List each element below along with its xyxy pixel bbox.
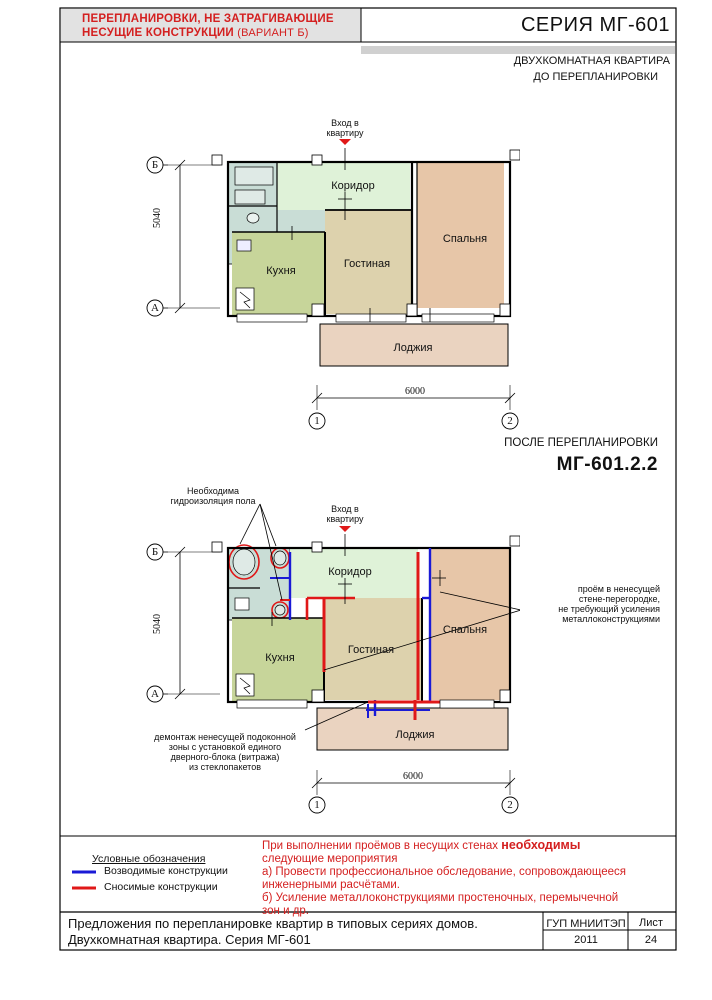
before-label: ДО ПЕРЕПЛАНИРОВКИ bbox=[533, 71, 658, 83]
dismantle-line-4: из стеклопакетов bbox=[188, 762, 261, 772]
entrance-text-1: Вход в bbox=[331, 118, 359, 128]
notice-line-1-bold: необходимы bbox=[501, 838, 581, 852]
room-loggia-before: Лоджия bbox=[393, 342, 433, 354]
legend-built-label: Возводимые конструкции bbox=[104, 865, 228, 877]
room-living-after: Гостиная bbox=[347, 644, 395, 656]
notice-line-5: б) Усиление металлоконструкциями простеночных, перемычечной bbox=[262, 892, 619, 904]
entrance-label-after bbox=[310, 504, 380, 524]
dismantle-line-1: демонтаж ненесущей подоконной bbox=[154, 732, 296, 742]
entrance-text-1: Вход в bbox=[331, 504, 359, 514]
legend-removed-label: Сносимые конструкции bbox=[104, 881, 218, 893]
entrance-label-before bbox=[310, 118, 380, 138]
notice-line-2: следующие мероприятия bbox=[262, 853, 398, 865]
room-kitchen-before: Кухня bbox=[266, 265, 296, 277]
footer-sheet-number: 24 bbox=[644, 934, 658, 946]
dim-horizontal-after: 6000 bbox=[403, 771, 423, 782]
dim-vertical-before: 5040 bbox=[152, 208, 163, 228]
waterproofing-note bbox=[150, 486, 276, 506]
axis-b-before: Б bbox=[151, 159, 159, 171]
footer-line-1: Предложения по перепланировке квартир в типовых сериях домов. bbox=[68, 916, 478, 931]
dismantle-note bbox=[140, 732, 310, 772]
axis-2-before: 2 bbox=[507, 415, 513, 427]
dismantle-line-2: зоны с установкой единого bbox=[168, 742, 282, 752]
notice-line-1: При выполнении проёмов в несущих стенах bbox=[262, 840, 502, 852]
axis-b-after: Б bbox=[151, 546, 159, 558]
project-code: МГ-601.2.2 bbox=[556, 454, 658, 475]
axis-1-before: 1 bbox=[314, 415, 320, 427]
waterproofing-line-1: Необходима bbox=[186, 486, 240, 496]
notice-line-6: зон и др. bbox=[262, 905, 310, 917]
axis-a-after: А bbox=[151, 688, 159, 700]
header-variant: (ВАРИАНТ Б) bbox=[237, 27, 309, 39]
notice-line-3: а) Провести профессиональное обследование, сопровождающееся bbox=[262, 866, 627, 878]
waterproofing-line-2: гидроизоляция пола bbox=[170, 496, 256, 506]
footer-org: ГУП МНИИТЭП bbox=[546, 918, 626, 930]
axis-2-after: 2 bbox=[507, 799, 513, 811]
opening-line-1: проём в ненесущей bbox=[577, 584, 660, 594]
opening-line-2: стене-перегородке, bbox=[578, 594, 660, 604]
dim-vertical-after: 5040 bbox=[152, 614, 163, 634]
room-loggia-after: Лоджия bbox=[395, 729, 435, 741]
notice-line-4: инженерными расчётами. bbox=[262, 879, 401, 891]
entrance-text-2: квартиру bbox=[326, 128, 364, 138]
opening-line-3: не требующий усиления bbox=[558, 604, 660, 614]
opening-note bbox=[520, 584, 660, 624]
room-kitchen-after: Кухня bbox=[265, 652, 295, 664]
header-title-line-1: ПЕРЕПЛАНИРОВКИ, НЕ ЗАТРАГИВАЮЩИЕ bbox=[82, 13, 334, 25]
entrance-text-2: квартиру bbox=[326, 514, 364, 524]
header-title-line-2: НЕСУЩИЕ КОНСТРУКЦИИ bbox=[82, 27, 234, 39]
footer-year: 2011 bbox=[574, 934, 598, 946]
notice-text bbox=[262, 839, 662, 918]
room-corridor-after: Коридор bbox=[328, 566, 372, 578]
footer-line-2: Двухкомнатная квартира. Серия МГ-601 bbox=[68, 932, 311, 947]
room-bedroom-after: Спальня bbox=[442, 624, 488, 636]
dismantle-line-3: дверного-блока (витража) bbox=[170, 752, 280, 762]
dim-horizontal-before: 6000 bbox=[405, 386, 425, 397]
header-red-title bbox=[82, 12, 362, 40]
legend-title: Условные обозначения bbox=[92, 853, 206, 865]
room-corridor-before: Коридор bbox=[331, 180, 375, 192]
footer-sheet-label: Лист bbox=[639, 917, 663, 929]
axis-a-before: А bbox=[151, 302, 159, 314]
room-bedroom-before: Спальня bbox=[442, 233, 488, 245]
plan-before bbox=[140, 110, 520, 430]
opening-line-4: металлоконструкциями bbox=[562, 614, 660, 624]
axis-1-after: 1 bbox=[314, 799, 320, 811]
after-label: ПОСЛЕ ПЕРЕПЛАНИРОВКИ bbox=[504, 437, 658, 449]
apartment-type: ДВУХКОМНАТНАЯ КВАРТИРА bbox=[513, 55, 670, 67]
series-title: СЕРИЯ МГ-601 bbox=[520, 14, 670, 36]
room-living-before: Гостиная bbox=[343, 258, 391, 270]
